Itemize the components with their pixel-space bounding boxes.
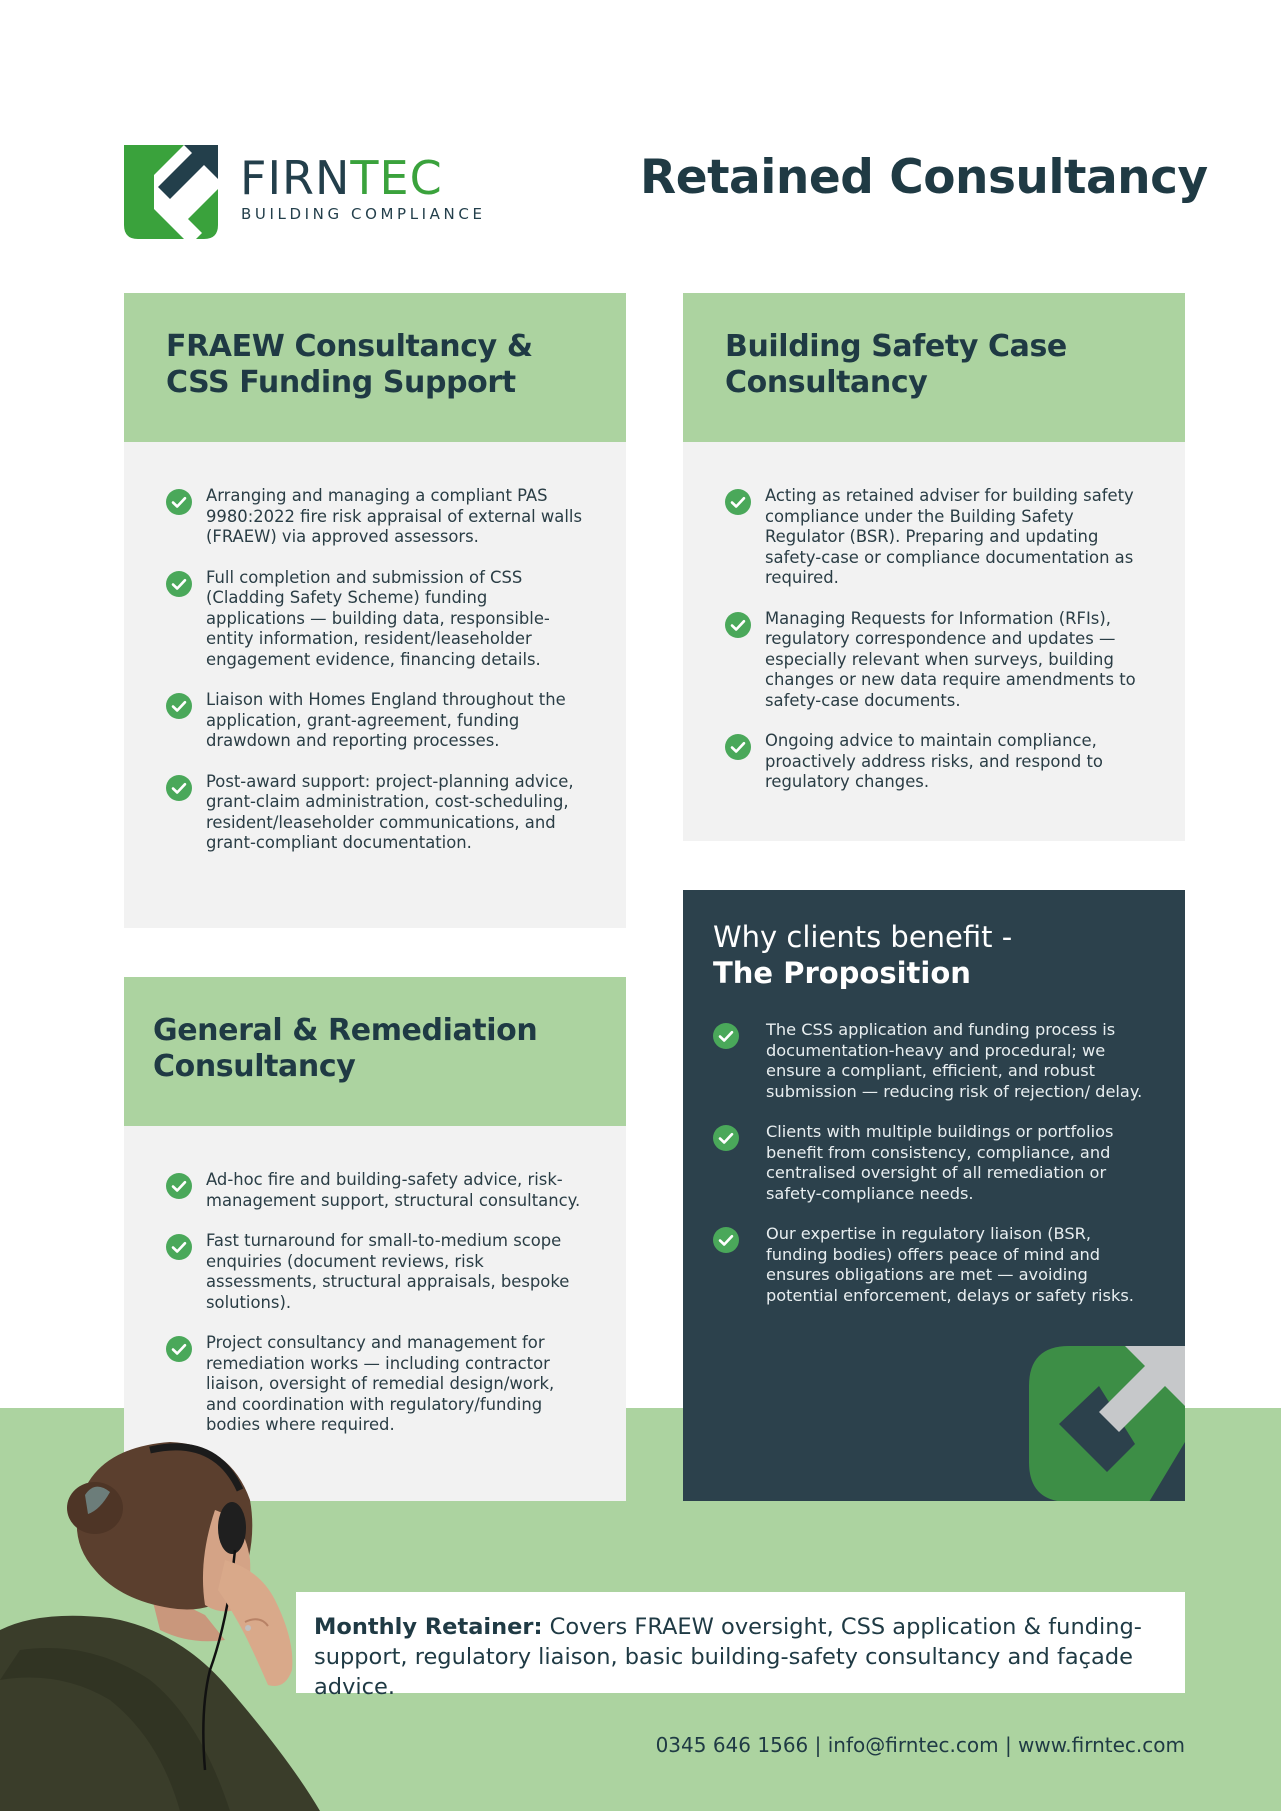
list-item	[713, 1122, 1153, 1204]
check-circle-icon	[713, 1227, 739, 1253]
list-item	[166, 1170, 586, 1211]
fraew-card-title	[166, 329, 584, 401]
bsc-title-line1: Building Safety Case	[725, 329, 1067, 364]
list-item	[166, 1231, 586, 1313]
general-card-header	[124, 977, 626, 1126]
general-card-title	[153, 1013, 584, 1085]
contact-details: 0345 646 1566 | info@firntec.com | www.firntec.com	[655, 1733, 1185, 1757]
proposition-panel	[683, 890, 1185, 1501]
check-circle-icon	[166, 571, 192, 597]
list-item-text: Acting as retained adviser for building safety compliance under the Building Safety Regulator (BSR). Preparing and updating safety-case or compliance documentation as required.	[765, 486, 1134, 587]
proposition-title-line2: The Proposition	[713, 956, 971, 990]
logo-watermark-icon	[1029, 1346, 1185, 1501]
list-item-text: Project consultancy and management for remediation works — including contractor liaison, oversight of remedial design/work, and coordination with regulatory/funding bodies where required.	[206, 1333, 555, 1434]
list-item-text: Our expertise in regulatory liaison (BSR, funding bodies) offers peace of mind and ensures obligations are met — avoiding potential enforcement, delays or safety risks.	[766, 1224, 1134, 1305]
check-circle-icon	[713, 1023, 739, 1049]
general-title-line1: General & Remediation	[153, 1013, 538, 1048]
fraew-card	[124, 293, 626, 928]
list-item-text: Ad-hoc fire and building-safety advice, risk-management support, structural consultancy.	[206, 1170, 581, 1210]
fraew-title-line1: FRAEW Consultancy &	[166, 329, 533, 364]
check-circle-icon	[713, 1125, 739, 1151]
list-item-text: Ongoing advice to maintain compliance, proactively address risks, and respond to regulatory changes.	[765, 731, 1103, 791]
general-remediation-card	[124, 977, 626, 1501]
list-item-text: The CSS application and funding process is documentation-heavy and procedural; we ensure a compliant, efficient, and robust submission — reducing risk of rejection/ delay.	[766, 1020, 1143, 1101]
list-item	[166, 690, 586, 752]
list-item-text: Post-award support: project-planning advice, grant-claim administration, cost-scheduling, resident/leaseholder communications, and grant-compliant documentation.	[206, 771, 574, 852]
list-item-text: Fast turnaround for small-to-medium scope enquiries (document reviews, risk assessments, structural appraisals, bespoke solutions).	[206, 1231, 570, 1312]
proposition-title-line1: Why clients benefit -	[713, 920, 1013, 954]
monthly-retainer-box	[296, 1592, 1185, 1700]
list-item	[725, 609, 1145, 712]
check-circle-icon	[725, 489, 751, 515]
list-item	[166, 772, 586, 854]
fraew-card-body	[124, 442, 626, 894]
list-item-text: Managing Requests for Information (RFIs), regulatory correspondence and updates — especially relevant when surveys, building changes or new data require amendments to safety-case documents.	[765, 608, 1136, 710]
logo-wordmark	[240, 151, 443, 205]
fraew-card-header	[124, 293, 626, 442]
general-card-body	[124, 1126, 626, 1476]
firntec-logo	[124, 145, 504, 241]
list-item	[725, 731, 1145, 793]
logo-word-firn: FIRN	[240, 151, 351, 205]
list-item-text: Full completion and submission of CSS (Cladding Safety Scheme) funding applications — building data, responsible-entity information, resident/leaseholder engagement evidence, financing details.	[206, 567, 550, 669]
check-circle-icon	[166, 775, 192, 801]
bsc-title-line2: Consultancy	[725, 365, 928, 400]
retainer-label: Monthly Retainer:	[314, 1614, 543, 1640]
building-safety-case-card	[683, 293, 1185, 841]
list-item	[713, 1224, 1153, 1306]
list-item-text: Arranging and managing a compliant PAS 9980:2022 fire risk appraisal of external walls (FRAEW) via approved assessors.	[206, 486, 582, 546]
list-item	[166, 486, 586, 548]
firntec-logo-mark-icon	[124, 145, 218, 239]
check-circle-icon	[166, 489, 192, 515]
retainer-text: Covers FRAEW oversight, CSS application & funding-support, regulatory liaison, basic building-safety consultancy and façade advice.	[314, 1614, 1142, 1700]
check-circle-icon	[725, 734, 751, 760]
list-item-text: Clients with multiple buildings or portfolios benefit from consistency, compliance, and centralised oversight of all remediation or safety-compliance needs.	[766, 1122, 1114, 1203]
bsc-card-title	[725, 329, 1143, 401]
support-agent-photo	[0, 1440, 340, 1811]
logo-tagline: BUILDING COMPLIANCE	[241, 205, 486, 223]
logo-word-tec: TEC	[350, 151, 443, 205]
bsc-card-header	[683, 293, 1185, 442]
list-item-text: Liaison with Homes England throughout the application, grant-agreement, funding drawdown and reporting processes.	[206, 690, 566, 750]
list-item	[713, 1020, 1153, 1102]
check-circle-icon	[166, 1234, 192, 1260]
bsc-card-body	[683, 442, 1185, 833]
list-item	[166, 1333, 586, 1436]
page-title: Retained Consultancy	[640, 150, 1208, 205]
check-circle-icon	[166, 1336, 192, 1362]
check-circle-icon	[166, 1173, 192, 1199]
general-title-line2: Consultancy	[153, 1049, 356, 1084]
proposition-list	[713, 1020, 1153, 1326]
fraew-title-line2: CSS Funding Support	[166, 365, 516, 400]
list-item	[725, 486, 1145, 589]
check-circle-icon	[166, 693, 192, 719]
list-item	[166, 568, 586, 671]
check-circle-icon	[725, 612, 751, 638]
